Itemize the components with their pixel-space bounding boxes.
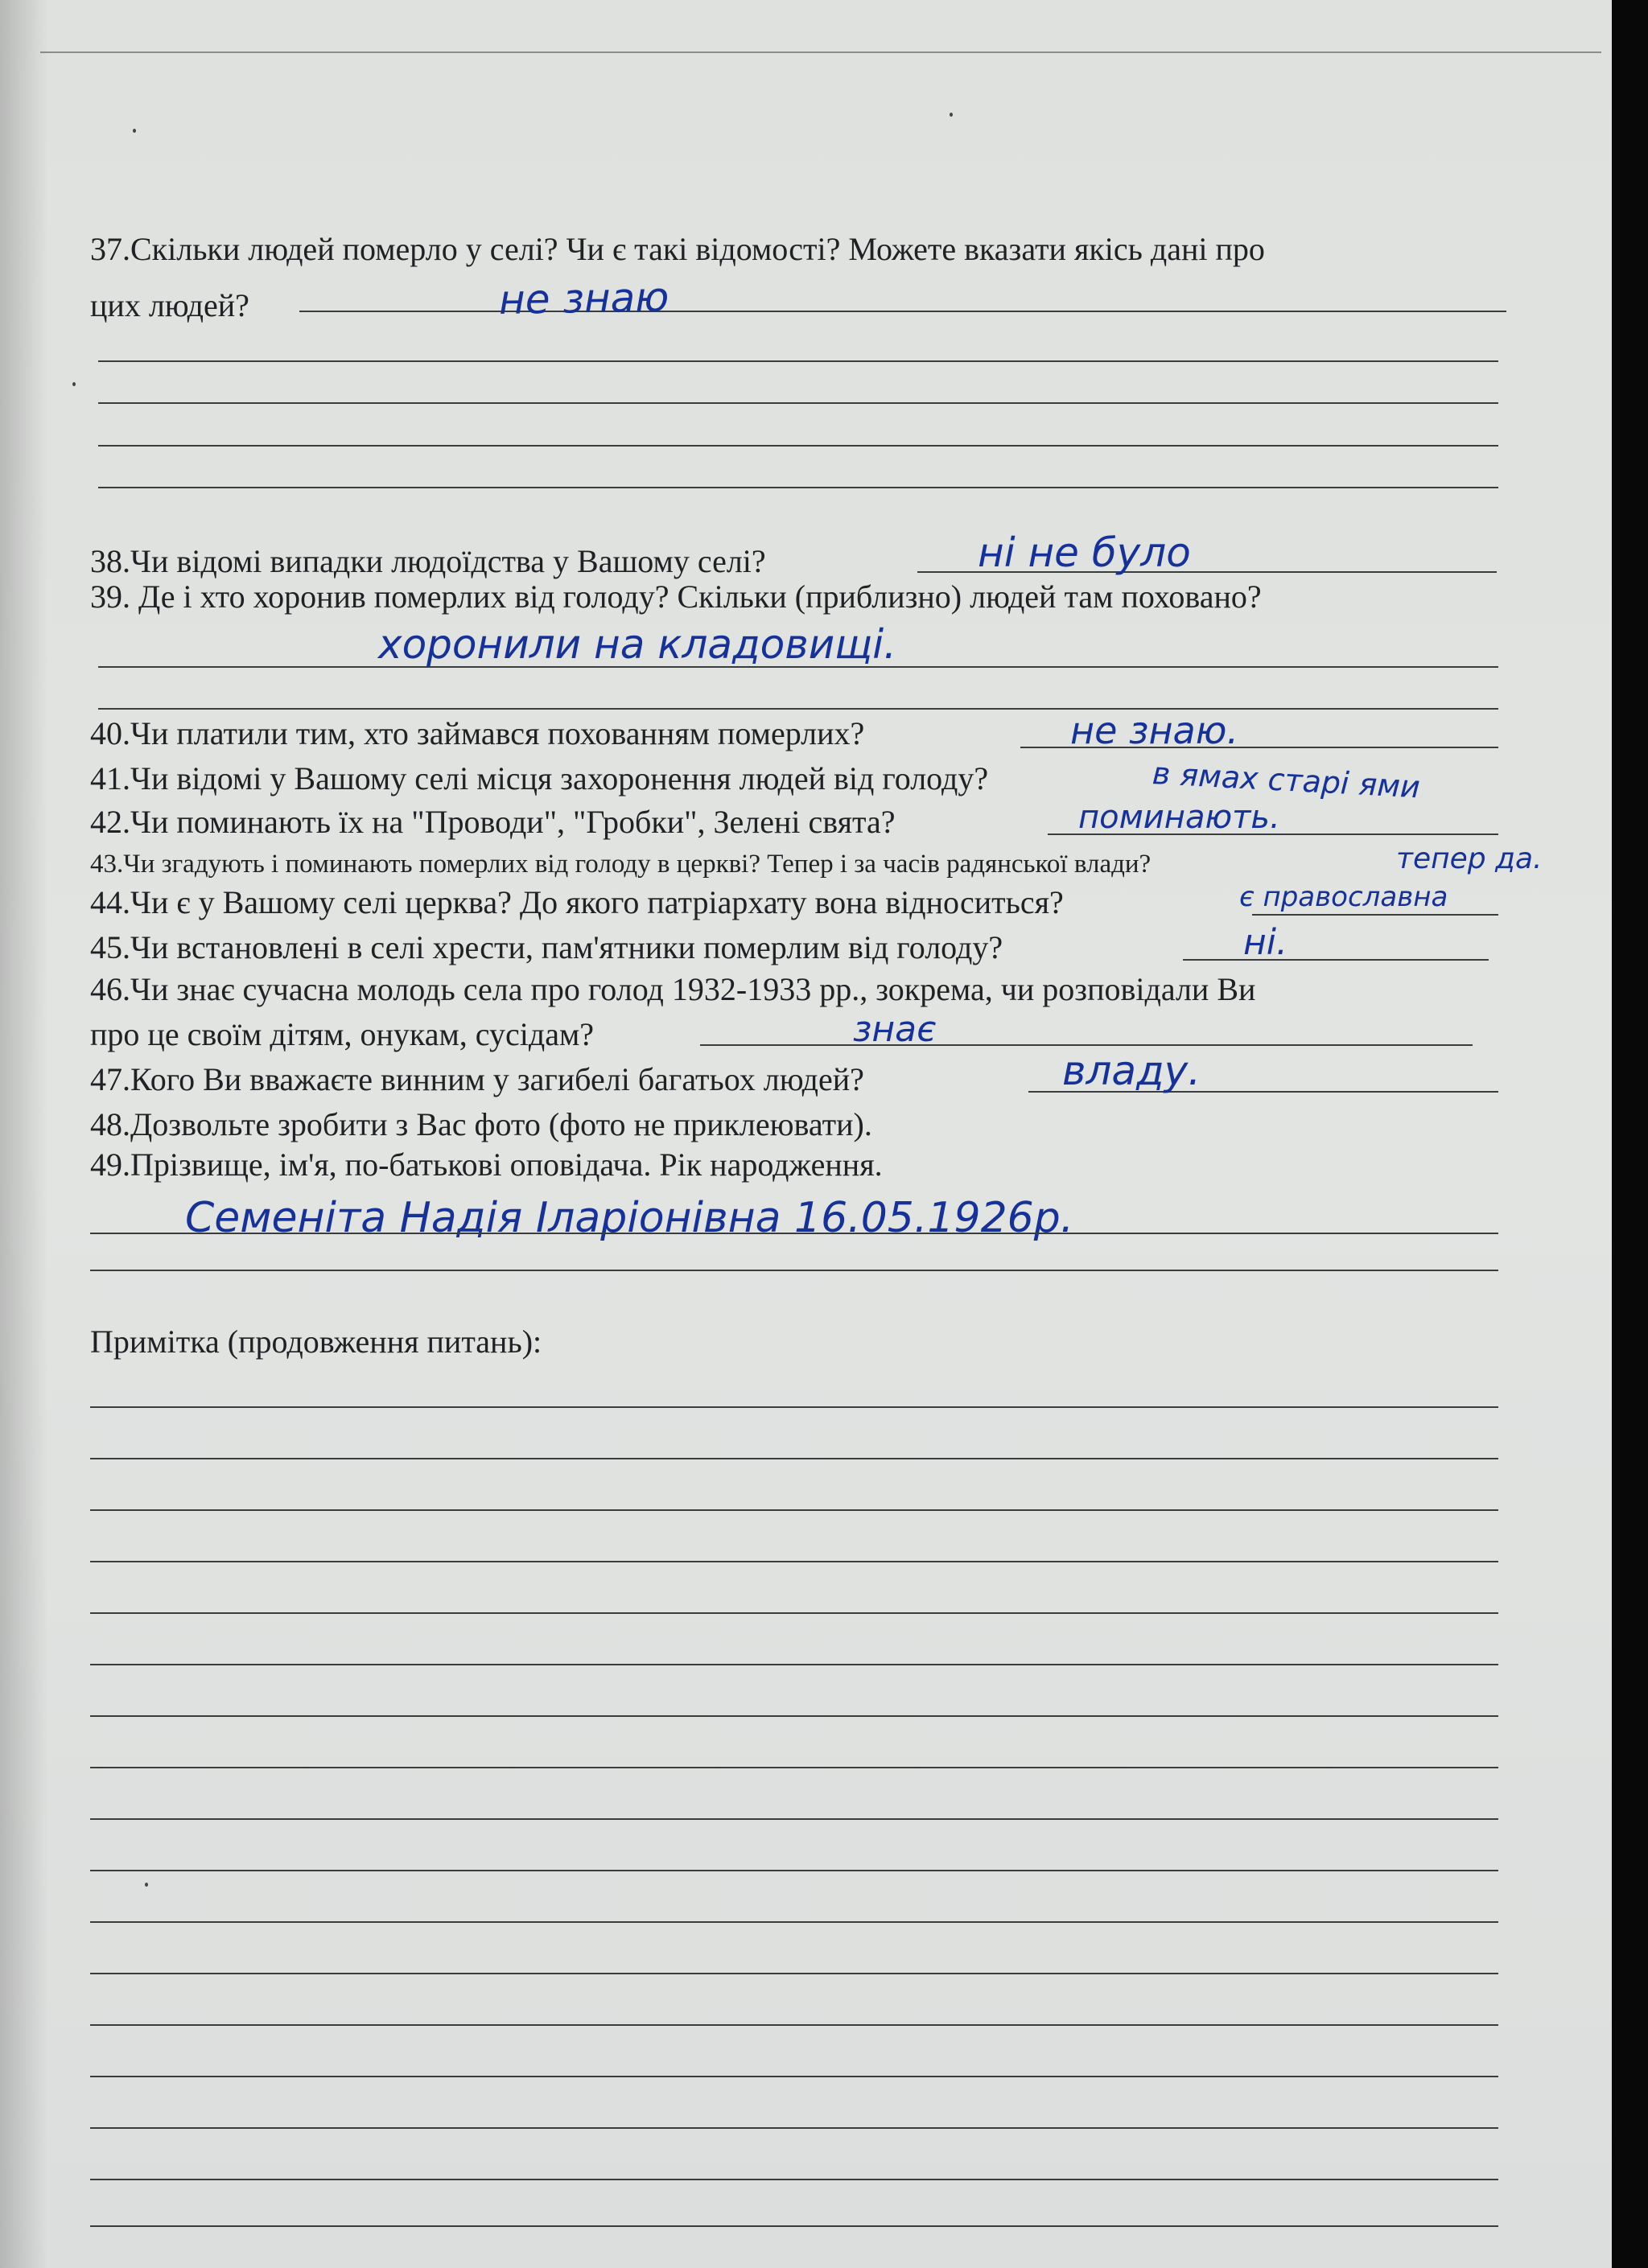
question-42: 42.Чи поминають їх на "Проводи", "Гробки", Зелені свята? [90,804,896,840]
note-line [90,1406,1498,1408]
question-38: 38.Чи відомі випадки людоїдства у Вашому селі? [90,543,766,579]
answer-43: тепер да. [1396,842,1543,875]
note-label: Примітка (продовження питань): [90,1323,542,1360]
answer-41: в ямах старі ями [1151,755,1421,805]
note-line [90,1767,1498,1768]
note-line [90,1509,1498,1511]
answer-line [1252,914,1498,916]
note-line [90,1715,1498,1717]
note-line [90,2179,1498,2180]
answer-38: ні не було [978,529,1191,576]
question-40: 40.Чи платили тим, хто займався похованням померлих? [90,715,865,751]
question-45: 45.Чи встановлені в селі хрести, пам'ятники померлим від голоду? [90,929,1003,965]
blank-line [98,402,1498,404]
blank-line [98,487,1498,488]
blank-line [98,445,1498,447]
scan-border [1612,0,1648,2268]
note-line [90,2076,1498,2077]
note-line [90,2225,1498,2227]
note-line [90,1818,1498,1820]
answer-37: не знаю [498,274,670,323]
note-line [90,1458,1498,1459]
speck [145,1883,148,1887]
question-46-line1: 46.Чи знає сучасна молодь села про голод 1932-1933 рр., зокрема, чи розповідали Ви [90,971,1256,1007]
answer-line [90,1233,1498,1234]
top-rule [40,51,1601,53]
blank-line [98,708,1498,710]
note-line [90,2024,1498,2026]
note-line [90,2127,1498,2129]
answer-39: хоронили на кладовищі. [378,621,897,668]
question-41: 41.Чи відомі у Вашому селі місця захоронення людей від голоду? [90,760,989,796]
note-line [90,1612,1498,1614]
answer-line [299,311,1506,312]
question-39: 39. Де і хто хоронив померлих від голоду? Скільки (приблизно) людей там поховано? [90,578,1262,615]
note-line [90,1870,1498,1871]
question-37-line1: 37.Скільки людей померло у селі? Чи є такі відомості? Можете вказати якісь дані про [90,231,1265,267]
answer-44: є православна [1239,881,1448,913]
answer-45: ні. [1243,922,1288,963]
note-line [90,1664,1498,1665]
answer-line [1183,959,1489,961]
question-47: 47.Кого Ви вважаєте винним у загибелі багатьох людей? [90,1061,864,1097]
answer-47: владу. [1062,1048,1201,1094]
speck [133,129,136,133]
note-line [90,1561,1498,1562]
answer-40: не знаю. [1070,709,1239,752]
question-48: 48.Дозвольте зробити з Вас фото (фото не приклеювати). [90,1106,872,1142]
question-49: 49.Прізвище, ім'я, по-батькові оповідача. Рік народження. [90,1146,883,1183]
answer-42: поминають. [1078,799,1280,836]
answer-49: Семеніта Надія Іларіонівна 16.05.1926р. [185,1194,1074,1242]
blank-line [90,1270,1498,1271]
answer-line [700,1044,1473,1046]
question-43: 43.Чи згадують і поминають померлих від голоду в церкві? Тепер і за часів радянської влади? [90,850,1152,879]
question-37-line2: цих людей? [90,287,249,323]
question-46-line2: про це своїм дітям, онукам, сусідам? [90,1016,595,1052]
blank-line [98,360,1498,362]
answer-46: знає [853,1009,937,1050]
note-line [90,1973,1498,1974]
question-44: 44.Чи є у Вашому селі церква? До якого патріархату вона відноситься? [90,884,1064,920]
speck [950,113,953,117]
note-line [90,1921,1498,1923]
speck [72,382,76,386]
